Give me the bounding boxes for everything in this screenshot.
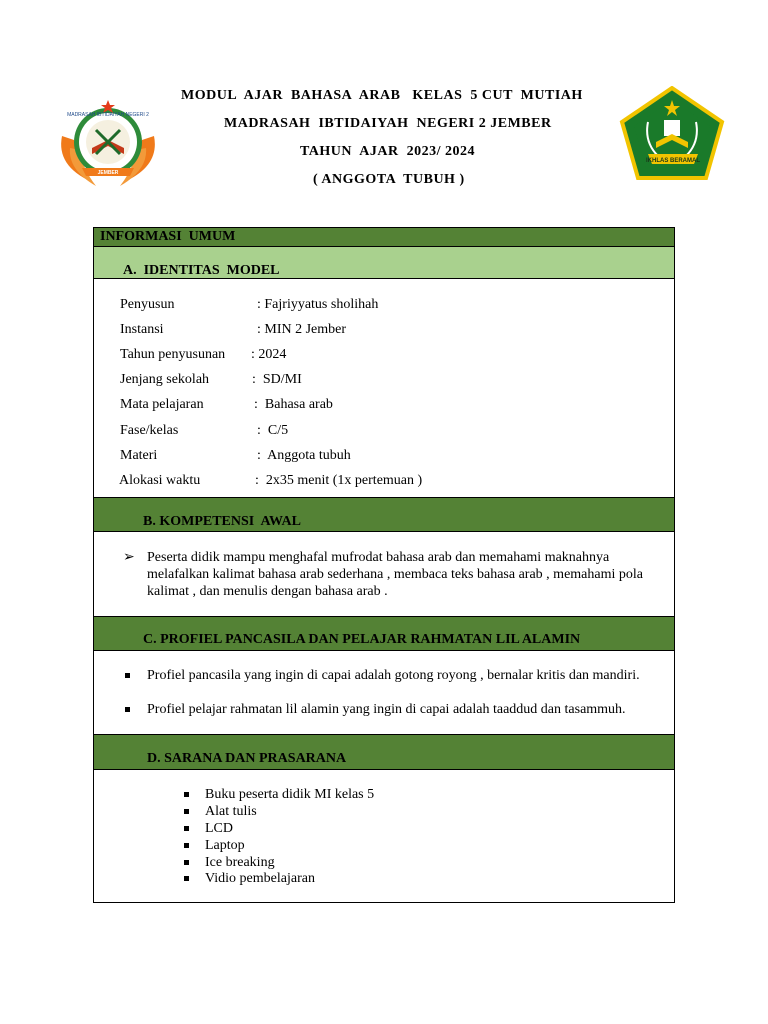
square-bullet-icon — [184, 843, 189, 848]
identitas-value: : SD/MI — [252, 372, 302, 387]
sarana-item: Vidio pembelajaran — [205, 871, 315, 886]
profil-item: Profiel pelajar rahmatan lil alamin yang ingin di capai adalah taaddud dan tasammuh. — [147, 702, 626, 717]
section-b-band — [94, 497, 674, 532]
identitas-value: : MIN 2 Jember — [257, 322, 347, 337]
section-d-title: D. SARANA DAN PRASARANA — [147, 751, 347, 766]
svg-text:IKHLAS BERAMAL: IKHLAS BERAMAL — [646, 158, 700, 164]
school-logo — [52, 96, 164, 192]
sarana-item: LCD — [205, 821, 233, 836]
identitas-value: : Bahasa arab — [254, 397, 333, 412]
identitas-label: Mata pelajaran — [120, 397, 204, 412]
identitas-label: Penyusun — [120, 297, 175, 312]
title-line-4: ( ANGGOTA TUBUH ) — [313, 172, 465, 187]
info-heading-band — [94, 228, 674, 247]
identitas-value: : 2024 — [251, 347, 287, 362]
square-bullet-icon — [184, 792, 189, 797]
sarana-item: Alat tulis — [205, 804, 257, 819]
svg-text:MADRASAH IBTIDAIYAH NEGERI 2: MADRASAH IBTIDAIYAH NEGERI 2 — [67, 112, 149, 118]
square-bullet-icon — [125, 673, 130, 678]
identitas-label: Instansi — [120, 322, 164, 337]
sarana-item: Laptop — [205, 838, 245, 853]
identitas-label: Alokasi waktu — [119, 473, 201, 488]
identitas-label: Fase/kelas — [120, 423, 179, 438]
arrow-bullet-icon: ➢ — [123, 550, 135, 565]
identitas-value: : Fajriyyatus sholihah — [257, 297, 379, 312]
svg-text:JEMBER: JEMBER — [97, 170, 119, 176]
identitas-label: Materi — [120, 448, 158, 463]
title-line-3: TAHUN AJAR 2023/ 2024 — [300, 144, 475, 159]
identitas-value: : Anggota tubuh — [257, 448, 351, 463]
identitas-value: : C/5 — [257, 423, 289, 438]
section-a-band — [94, 246, 674, 279]
section-c-title: C. PROFIEL PANCASILA DAN PELAJAR RAHMATAN LIL ALAMIN — [143, 632, 581, 647]
section-c-band — [94, 616, 674, 651]
identitas-label: Tahun penyusunan — [120, 347, 226, 362]
title-line-1: MODUL AJAR BAHASA ARAB KELAS 5 CUT MUTIAH — [181, 88, 583, 103]
ministry-logo — [618, 86, 726, 182]
sarana-item: Buku peserta didik MI kelas 5 — [205, 787, 375, 802]
square-bullet-icon — [184, 876, 189, 881]
square-bullet-icon — [184, 826, 189, 831]
title-line-2: MADRASAH IBTIDAIYAH NEGERI 2 JEMBER — [224, 116, 552, 131]
info-heading: INFORMASI UMUM — [100, 229, 236, 244]
section-b-title: B. KOMPETENSI AWAL — [143, 514, 301, 529]
identitas-label: Jenjang sekolah — [120, 372, 210, 387]
profil-item: Profiel pancasila yang ingin di capai adalah gotong royong , bernalar kritis dan mandiri. — [147, 668, 640, 683]
square-bullet-icon — [184, 860, 189, 865]
section-d-band — [94, 734, 674, 770]
section-a-title: A. IDENTITAS MODEL — [123, 263, 280, 278]
kompetensi-text: Peserta didik mampu menghafal mufrodat bahasa arab dan memahami maknahnya melafalkan kalimat bahasa arab sederhana , membaca teks bahasa arab , memahami pola kalimat , dan menulis dengan bahasa arab . — [147, 550, 643, 599]
sarana-item: Ice breaking — [205, 855, 275, 870]
identitas-value: : 2x35 menit (1x pertemuan ) — [255, 473, 423, 488]
square-bullet-icon — [125, 707, 130, 712]
info-table — [93, 227, 675, 903]
document-header — [0, 0, 768, 210]
square-bullet-icon — [184, 809, 189, 814]
